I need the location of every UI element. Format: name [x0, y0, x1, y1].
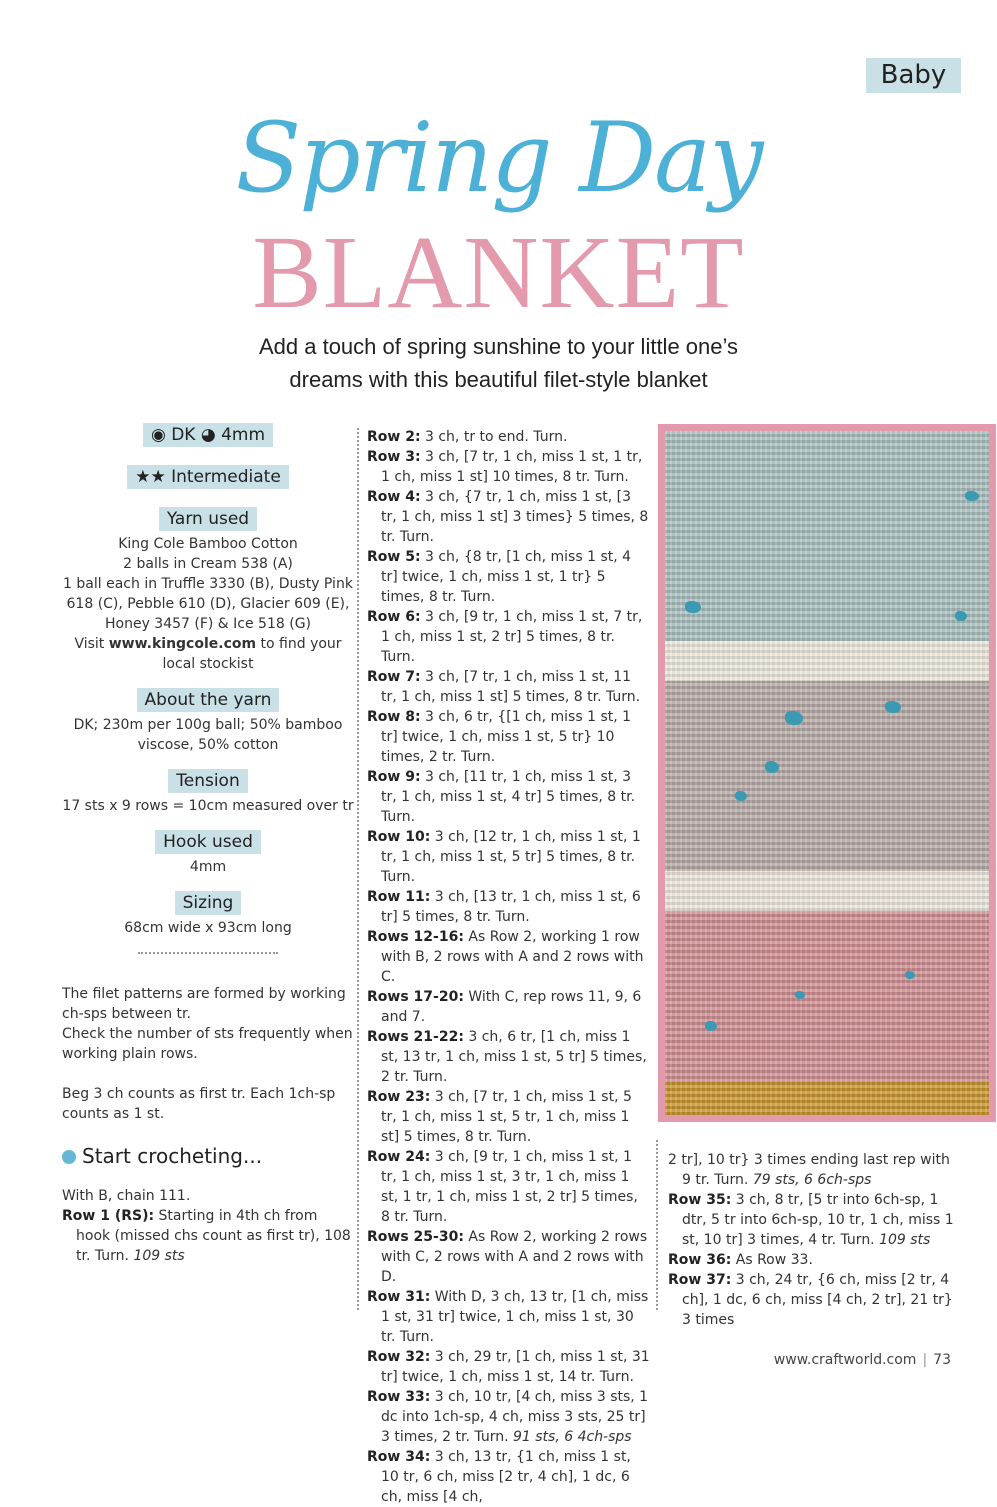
pattern-row — [367, 1227, 651, 1287]
tension-heading: Tension — [168, 769, 247, 793]
row-text: With D, 3 ch, 13 tr, [1 ch, miss 1 st, 31 tr] twice, 1 ch, miss 1 st, 30 tr. Turn. — [381, 1289, 649, 1345]
footer: www.craftworld.com | 73 — [773, 1352, 951, 1368]
row-count: 91 sts, 6 4ch-sps — [512, 1429, 632, 1445]
row-label: Row 9: — [367, 769, 421, 785]
title-script: Spring Day — [235, 102, 762, 214]
row-label: Row 1 (RS): — [62, 1208, 155, 1224]
sizing-text: 68cm wide x 93cm long — [124, 920, 292, 936]
tension-text: 17 sts x 9 rows = 10cm measured over tr — [62, 798, 354, 814]
rows-column-continued — [668, 1150, 958, 1330]
stitch-texture — [665, 431, 989, 1115]
row-text: 3 ch, 8 tr, [5 tr into 6ch-sp, 1 dtr, 5 tr into 6ch-sp, 10 tr, 1 ch, miss 1 st, 10 tr] 3 times, 4 tr. Turn. — [682, 1192, 954, 1248]
note-3: Beg 3 ch counts as first tr. Each 1ch-sp counts as 1 st. — [62, 1086, 336, 1122]
pattern-row — [367, 667, 651, 707]
row-text: Starting in 4th ch from hook (missed chs count as first tr), 108 tr. Turn. — [76, 1208, 351, 1264]
pattern-row — [367, 987, 651, 1027]
hook-used-text: 4mm — [189, 859, 227, 875]
pattern-row — [367, 1387, 651, 1447]
pattern-row — [367, 887, 651, 927]
row-label: Row 33: — [367, 1389, 431, 1405]
row-label: Rows 21-22: — [367, 1029, 464, 1045]
filet-hole — [965, 491, 979, 501]
row-label: Row 23: — [367, 1089, 431, 1105]
row-label: Rows 17-20: — [367, 989, 464, 1005]
pattern-row — [367, 427, 651, 447]
row-text: 3 ch, [7 tr, 1 ch, miss 1 st, 11 tr, 1 ch, miss 1 st] 5 times, 8 tr. Turn. — [381, 669, 641, 705]
subtitle-line-2: dreams with this beautiful filet-style blanket — [289, 367, 708, 392]
pattern-row — [367, 547, 651, 607]
row-count: 109 sts — [879, 1232, 931, 1248]
row-label: Row 36: — [668, 1252, 732, 1268]
row-label: Row 3: — [367, 449, 421, 465]
row-text: 3 ch, tr to end. Turn. — [425, 429, 568, 445]
row-label: Row 35: — [668, 1192, 732, 1208]
pattern-row — [367, 1087, 651, 1147]
column-divider — [656, 1140, 658, 1310]
yarn-ball-icon: ◉ — [150, 425, 166, 445]
start-heading — [62, 1144, 354, 1168]
note-2: Check the number of sts frequently when working plain rows. — [62, 1026, 353, 1062]
row-text: 3 ch, [7 tr, 1 ch, miss 1 st, 1 tr, 1 ch, miss 1 st] 10 times, 8 tr. Turn. — [381, 449, 643, 485]
row-35 — [668, 1190, 958, 1250]
kingcole-link[interactable]: www.kingcole.com — [108, 636, 257, 652]
note-1: The filet patterns are formed by working ch-sps between tr. — [62, 986, 346, 1022]
about-yarn-text: DK; 230m per 100g ball; 50% bamboo viscose, 50% cotton — [73, 717, 343, 753]
about-yarn-heading: About the yarn — [137, 688, 280, 712]
row-label: Rows 25-30: — [367, 1229, 464, 1245]
yarn-used-details — [62, 534, 354, 674]
row-37 — [668, 1270, 958, 1330]
yarn-line-2: 2 balls in Cream 538 (A) — [123, 556, 293, 572]
row-label: Row 11: — [367, 889, 431, 905]
row-text: 3 ch, [12 tr, 1 ch, miss 1 st, 1 tr, 1 ch, miss 1 st, 5 tr] 5 times, 8 tr. Turn. — [381, 829, 641, 885]
row-label: Row 34: — [367, 1449, 431, 1465]
pattern-row — [367, 1287, 651, 1347]
row-text: 3 ch, 6 tr, [1 ch, miss 1 st, 13 tr, 1 ch, miss 1 st, 5 tr] 5 times, 2 tr. Turn. — [381, 1029, 647, 1085]
row-34-continued — [668, 1150, 958, 1190]
row-1 — [62, 1206, 354, 1266]
chain-instruction: With B, chain 111. — [62, 1188, 191, 1204]
row-text: 3 ch, {8 tr, [1 ch, miss 1 st, 4 tr] twice, 1 ch, miss 1 st, 1 tr} 5 times, 8 tr. Turn. — [381, 549, 632, 605]
row-text: 3 ch, 13 tr, {1 ch, miss 1 st, 10 tr, 6 ch, miss [2 tr, 4 ch], 1 dc, 6 ch, miss [4 ch, — [381, 1449, 631, 1505]
row-label: Row 2: — [367, 429, 421, 445]
pattern-row — [367, 927, 651, 987]
yarn-weight-pill — [143, 423, 273, 447]
info-column — [62, 423, 354, 1266]
row-text: 3 ch, 6 tr, {[1 ch, miss 1 st, 1 tr] twice, 1 ch, miss 1 st, 5 tr} 10 times, 2 tr. Turn. — [381, 709, 632, 765]
filet-hole — [905, 971, 915, 979]
blanket-photo — [658, 424, 996, 1122]
page-title: BLANKET — [252, 215, 745, 330]
row-text: 3 ch, 24 tr, {6 ch, miss [2 tr, 4 ch], 1 dc, 6 ch, miss [4 ch, 2 tr], 21 tr} 3 times — [682, 1272, 953, 1328]
row-label: Row 5: — [367, 549, 421, 565]
row-count: 109 sts — [133, 1248, 185, 1264]
row-text: 3 ch, [7 tr, 1 ch, miss 1 st, 5 tr, 1 ch, miss 1 st, 5 tr, 1 ch, miss 1 st] 5 times, 8 tr. Turn. — [381, 1089, 632, 1145]
column-divider — [357, 428, 359, 1310]
row-text: 2 tr], 10 tr} 3 times ending last rep with 9 tr. Turn. — [668, 1152, 950, 1188]
yarn-used-heading: Yarn used — [159, 507, 257, 531]
pattern-row — [367, 827, 651, 887]
row-text: As Row 2, working 1 row with B, 2 rows with A and 2 rows with C. — [381, 929, 644, 985]
filet-hole — [735, 791, 747, 801]
row-text: 3 ch, {7 tr, 1 ch, miss 1 st, [3 tr, 1 ch, miss 1 st] 3 times} 5 times, 8 tr. Turn. — [381, 489, 649, 545]
pattern-row — [367, 607, 651, 667]
filet-hole — [705, 1021, 717, 1031]
footer-url[interactable]: www.craftworld.com — [773, 1352, 917, 1368]
row-label: Row 10: — [367, 829, 431, 845]
yarn-weight-label: DK — [171, 425, 196, 445]
sizing-heading: Sizing — [175, 891, 242, 915]
hook-used-heading: Hook used — [155, 830, 261, 854]
row-label: Row 37: — [668, 1272, 732, 1288]
row-label: Row 24: — [367, 1149, 431, 1165]
row-text: 3 ch, [13 tr, 1 ch, miss 1 st, 6 tr] 5 times, 8 tr. Turn. — [381, 889, 641, 925]
row-text: With C, rep rows 11, 9, 6 and 7. — [381, 989, 642, 1025]
row-label: Row 4: — [367, 489, 421, 505]
subtitle-line-1: Add a touch of spring sunshine to your little one’s — [258, 334, 738, 359]
pattern-row — [367, 447, 651, 487]
row-text: 3 ch, 29 tr, [1 ch, miss 1 st, 31 tr] twice, 1 ch, miss 1 st, 14 tr. Turn. — [381, 1349, 650, 1385]
level-label: Intermediate — [171, 467, 281, 487]
visit-prefix: Visit — [74, 636, 105, 652]
pattern-row — [367, 767, 651, 827]
row-label: Rows 12-16: — [367, 929, 464, 945]
pattern-notes — [62, 984, 354, 1124]
row-36 — [668, 1250, 958, 1270]
pattern-row — [367, 707, 651, 767]
yarn-ball-icon — [62, 1150, 76, 1164]
row-label: Row 8: — [367, 709, 421, 725]
divider — [138, 952, 278, 954]
pattern-row — [367, 1347, 651, 1387]
pattern-row — [367, 1447, 651, 1507]
row-label: Row 7: — [367, 669, 421, 685]
row-text: As Row 2, working 2 rows with C, 2 rows with A and 2 rows with D. — [381, 1229, 648, 1285]
star-icons: ★★ — [135, 467, 166, 487]
pattern-row — [367, 1027, 651, 1087]
rows-column — [367, 427, 651, 1507]
page-number: 73 — [933, 1352, 951, 1368]
row-label: Row 31: — [367, 1289, 431, 1305]
pattern-row — [367, 1147, 651, 1227]
row-text: 3 ch, [9 tr, 1 ch, miss 1 st, 7 tr, 1 ch, miss 1 st, 2 tr] 5 times, 8 tr. Turn. — [381, 609, 643, 665]
row-label: Row 6: — [367, 609, 421, 625]
subtitle — [0, 330, 997, 396]
filet-hole — [795, 991, 805, 999]
filet-hole — [765, 761, 779, 773]
row-label: Row 32: — [367, 1349, 431, 1365]
hook-size-label: 4mm — [221, 425, 266, 445]
row-text: 3 ch, [9 tr, 1 ch, miss 1 st, 1 tr, 1 ch, miss 1 st, 3 tr, 1 ch, miss 1 st, 1 tr, 1 ch, miss 1 st, 2 tr] 5 times, 8 tr. Turn. — [381, 1149, 638, 1225]
filet-hole — [785, 711, 803, 725]
row-text: 3 ch, 10 tr, [4 ch, miss 3 sts, 1 dc into 1ch-sp, 4 ch, miss 3 sts, 25 tr] 3 times, 2 tr. Turn. — [381, 1389, 649, 1445]
yarn-line-1: King Cole Bamboo Cotton — [118, 536, 298, 552]
filet-hole — [685, 601, 701, 613]
filet-hole — [885, 701, 901, 713]
yarn-line-3: 1 ball each in Truffle 3330 (B), Dusty Pink 618 (C), Pebble 610 (D), Glacier 609 (E), Honey 3457 (F) & Ice 518 (G) — [63, 576, 353, 632]
row-count: 79 sts, 6 6ch-sps — [752, 1172, 872, 1188]
hook-icon: ◕ — [200, 425, 216, 445]
start-heading-label: Start crocheting... — [82, 1144, 263, 1168]
visit-suffix: to find your local stockist — [162, 636, 342, 672]
filet-hole — [955, 611, 967, 621]
row-text: As Row 33. — [735, 1252, 813, 1268]
level-pill — [127, 465, 289, 489]
row-text: 3 ch, [11 tr, 1 ch, miss 1 st, 3 tr, 1 ch, miss 1 st, 4 tr] 5 times, 8 tr. Turn. — [381, 769, 636, 825]
pattern-row — [367, 487, 651, 547]
section-tag: Baby — [866, 58, 961, 93]
